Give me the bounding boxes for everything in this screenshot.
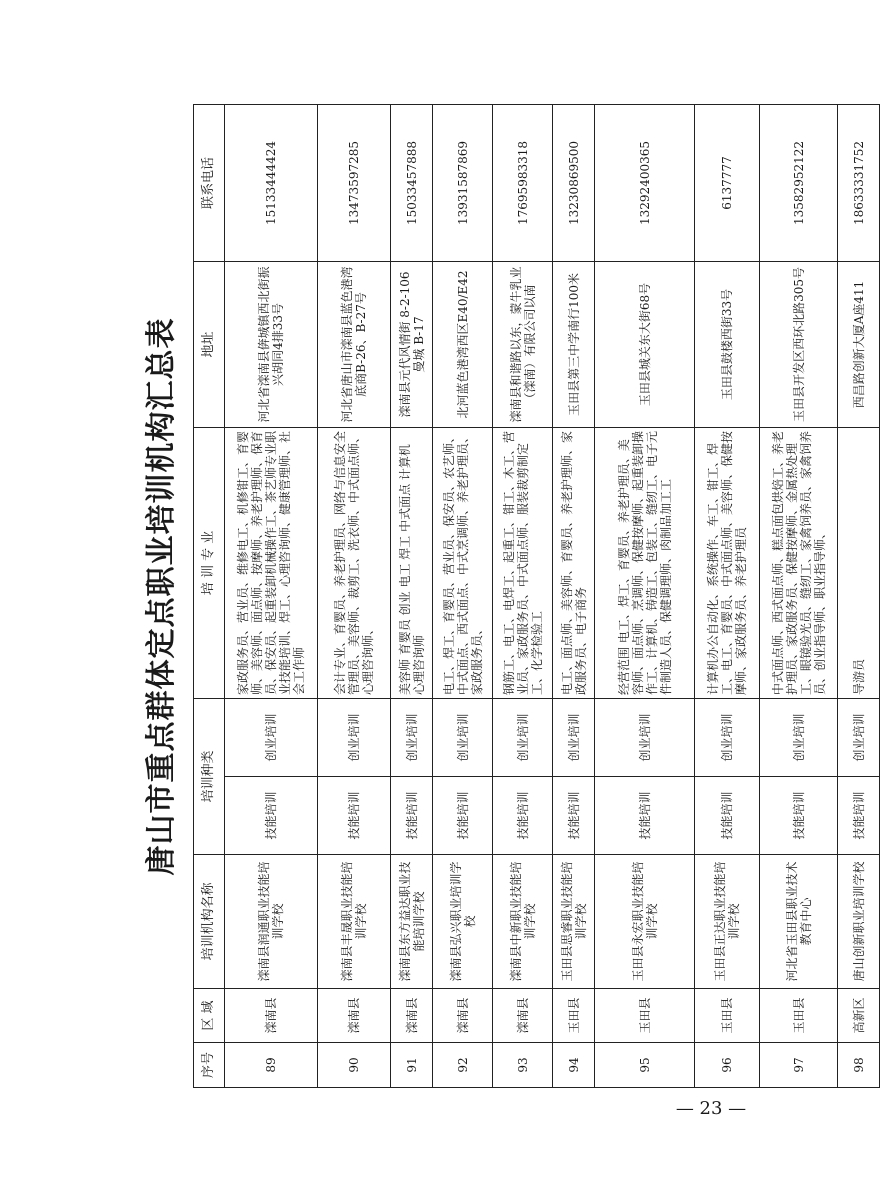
cell-address: 玉田县鼓楼西街33号 [695, 261, 760, 427]
cell-type2: 创业培训 [838, 698, 880, 776]
header-type: 培训种类 [194, 698, 225, 854]
cell-type1: 技能培训 [391, 777, 433, 855]
cell-address: 河北省唐山市滦南县蓝色港湾底商B-26、B-27号 [318, 261, 391, 427]
cell-address: 西昌路创新大厦A座411 [838, 261, 880, 427]
cell-name: 滦南县丰晟职业技能培训学校 [318, 855, 391, 989]
cell-seq: 96 [695, 1043, 760, 1088]
cell-seq: 89 [225, 1043, 318, 1088]
page-title: 唐山市重点群体定点职业培训机构汇总表 [144, 317, 179, 876]
table-row [433, 104, 493, 1087]
cell-seq: 95 [595, 1043, 695, 1088]
cell-name: 河北省玉田县职业技术教育中心 [760, 855, 838, 989]
cell-name: 滦南县弘兴职业培训学校 [433, 855, 493, 989]
cell-major: 家政服务员、营业员、维修电工、机修钳工、育婴师、美容师、面点师、按摩师、养老护理师、保育员、保安员、起重装卸机械操作工、茶艺师专业职业技能培训、焊工、心理咨询师、健康管理师、社会工作师 [225, 427, 318, 698]
cell-phone: 15033457888 [391, 104, 433, 261]
header-address: 地址 [194, 261, 225, 427]
cell-type1: 技能培训 [493, 777, 553, 855]
cell-phone: 13292400365 [595, 104, 695, 261]
cell-major: 会计专业、育婴员、养老护理员、网络与信息安全管理员、美容师、裁剪工、洗衣师、中式面点师、心理咨询师、 [318, 427, 391, 698]
cell-phone: 17695983318 [493, 104, 553, 261]
cell-phone: 13473597285 [318, 104, 391, 261]
cell-phone: 6137777 [695, 104, 760, 261]
cell-name: 滦南县东方益达职业技能培训学校 [391, 855, 433, 989]
table-row [553, 104, 595, 1087]
cell-area: 滦南县 [493, 989, 553, 1043]
cell-type1: 技能培训 [838, 777, 880, 855]
cell-type2: 创业培训 [493, 698, 553, 776]
cell-seq: 92 [433, 1043, 493, 1088]
institution-table [193, 104, 880, 1088]
cell-type2: 创业培训 [225, 698, 318, 776]
cell-phone: 15133444424 [225, 104, 318, 261]
cell-name: 滦南县润通职业技能培训学校 [225, 855, 318, 989]
cell-area: 滦南县 [391, 989, 433, 1043]
header-major: 培 训 专 业 [194, 427, 225, 698]
cell-area: 玉田县 [760, 989, 838, 1043]
cell-seq: 90 [318, 1043, 391, 1088]
cell-name: 滦南县中新职业技能培训学校 [493, 855, 553, 989]
cell-area: 玉田县 [595, 989, 695, 1043]
header-phone: 联系电话 [194, 104, 225, 261]
page-number: — 23 — [675, 1098, 747, 1119]
cell-address: 滦南县元代风情街 8-2-106 曼城 B-17 [391, 261, 433, 427]
cell-type2: 创业培训 [318, 698, 391, 776]
cell-type1: 技能培训 [433, 777, 493, 855]
header-seq: 序号 [194, 1043, 225, 1088]
cell-phone: 18633331752 [838, 104, 880, 261]
table-row [493, 104, 553, 1087]
cell-name: 玉田县永宏职业技能培训学校 [595, 855, 695, 989]
cell-major: 计算机办公自动化、系统操作、车工、钳工、焊工、电工、育婴员、中式面点师、美容师、保健按摩师、家政服务员、养老护理员 [695, 427, 760, 698]
cell-major: 美容师 育婴员 创业 电工 焊工 中式面点 计算机 心理咨询师 [391, 427, 433, 698]
cell-phone: 13931587869 [433, 104, 493, 261]
cell-area: 滦南县 [433, 989, 493, 1043]
header-area: 区 域 [194, 989, 225, 1043]
cell-major: 电工、面点师、美容师、育婴员、养老护理师、家政服务员、电子商务 [553, 427, 595, 698]
cell-address: 玉田县第三中学南行100米 [553, 261, 595, 427]
cell-major: 经营范围 电工、焊工、育婴员、养老护理员、美容师、面点师、烹调师、保健按摩师、起重装卸操作工、计算机、铸造工、包装工、缝纫工、电子元件制造人员、保健调理师、肉制品加工工 [595, 427, 695, 698]
table-row [391, 104, 433, 1087]
cell-type1: 技能培训 [760, 777, 838, 855]
cell-address: 北河蓝色港湾西区E40/E42 [433, 261, 493, 427]
cell-area: 玉田县 [553, 989, 595, 1043]
cell-area: 玉田县 [695, 989, 760, 1043]
cell-major: 导游员 [838, 427, 880, 698]
cell-type2: 创业培训 [553, 698, 595, 776]
cell-name: 玉田县思睿职业技能培训学校 [553, 855, 595, 989]
cell-address: 玉田县城关东大街68号 [595, 261, 695, 427]
cell-address: 河北省滦南县倴城镇西北街振兴胡同4排33号 [225, 261, 318, 427]
rotated-page-content [135, 105, 866, 1088]
cell-area: 滦南县 [225, 989, 318, 1043]
cell-major: 钢筋工、电工、电焊工、起重工、钳工、木工、营业员、家政服务员、中式面点师、服装裁剪制定工、化学检验工 [493, 427, 553, 698]
cell-type1: 技能培训 [553, 777, 595, 855]
cell-type1: 技能培训 [318, 777, 391, 855]
cell-address: 滦南县和谐路以东，蒙牛乳业（滦南）有限公司以南 [493, 261, 553, 427]
table-row [838, 104, 880, 1087]
cell-seq: 91 [391, 1043, 433, 1088]
cell-seq: 98 [838, 1043, 880, 1088]
cell-seq: 94 [553, 1043, 595, 1088]
cell-area: 高新区 [838, 989, 880, 1043]
cell-seq: 93 [493, 1043, 553, 1088]
cell-seq: 97 [760, 1043, 838, 1088]
table-row [695, 104, 760, 1087]
header-name: 培训机构名称 [194, 855, 225, 989]
table-row [318, 104, 391, 1087]
cell-name: 唐山创新职业培训学校 [838, 855, 880, 989]
cell-type2: 创业培训 [760, 698, 838, 776]
cell-major: 电工、焊工、育婴员、营业员、保安员、农艺师、中式面点、西式面点、中式烹调师、养老护理员、家政服务员、 [433, 427, 493, 698]
cell-type1: 技能培训 [225, 777, 318, 855]
table-row [760, 104, 838, 1087]
table-header-row [194, 104, 225, 1087]
cell-phone: 13582952122 [760, 104, 838, 261]
cell-type1: 技能培训 [595, 777, 695, 855]
table-row [595, 104, 695, 1087]
cell-name: 玉田县正达职业技能培训学校 [695, 855, 760, 989]
cell-major: 中式面点师、西式面点师、糕点面包烘焙工、养老护理员、家政服务员、保健按摩师、金属热处理工、眼镜验光员、缝纫工、家禽饲养员、家禽饲养员、创业指导师、职业指导师、 [760, 427, 838, 698]
cell-phone: 13230869500 [553, 104, 595, 261]
cell-area: 滦南县 [318, 989, 391, 1043]
cell-type2: 创业培训 [695, 698, 760, 776]
cell-type2: 创业培训 [433, 698, 493, 776]
cell-type1: 技能培训 [695, 777, 760, 855]
cell-address: 玉田县开发区西环北路305号 [760, 261, 838, 427]
table-row [225, 104, 318, 1087]
cell-type2: 创业培训 [595, 698, 695, 776]
cell-type2: 创业培训 [391, 698, 433, 776]
